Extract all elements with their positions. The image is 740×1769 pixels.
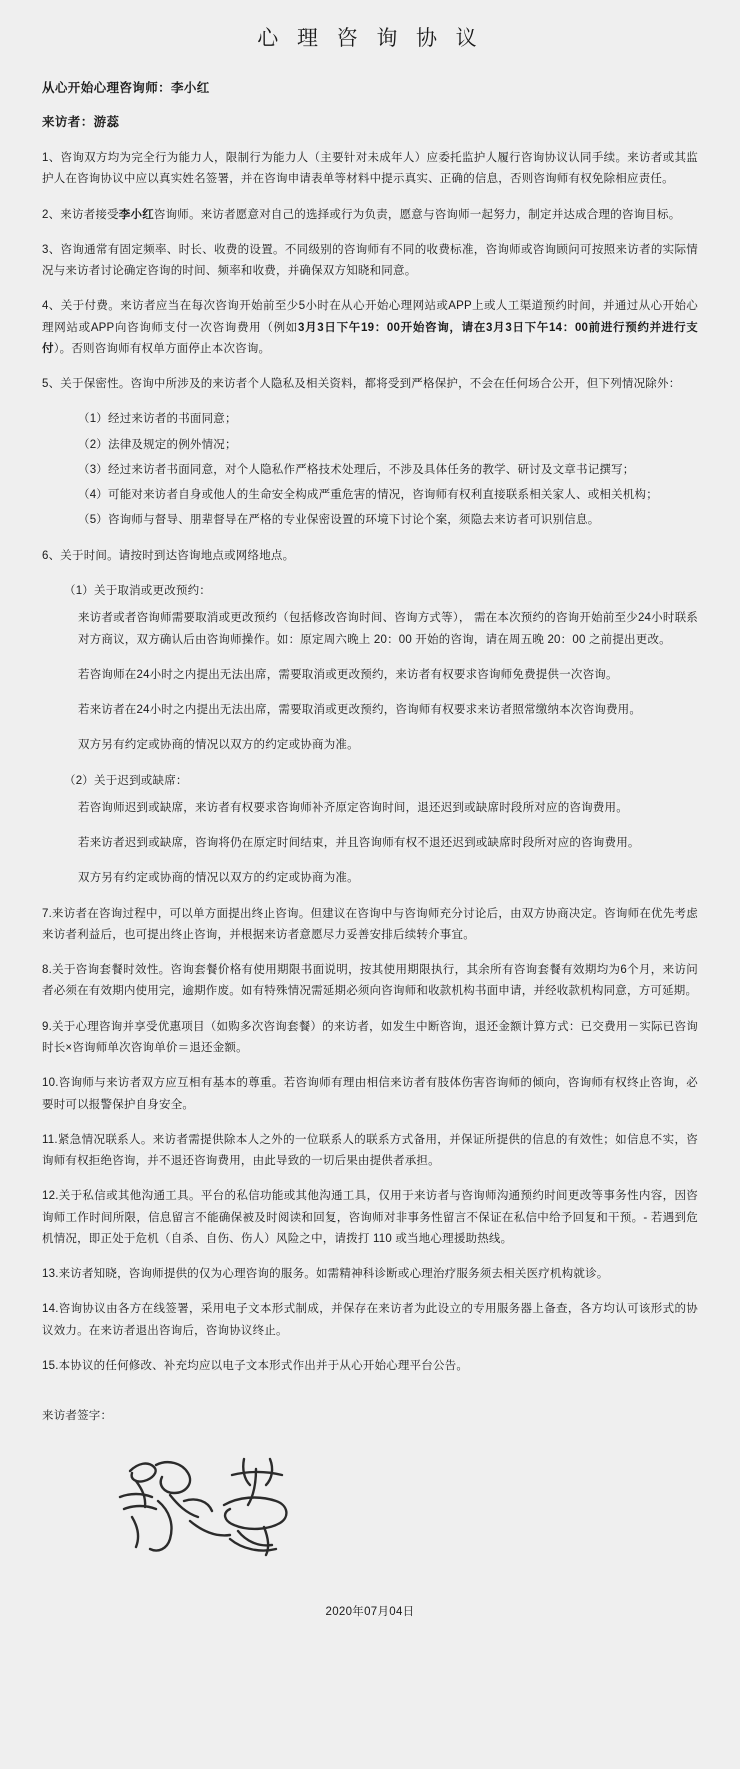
time-item-1-title: （1）关于取消或更改预约： (64, 584, 211, 597)
page-title: 心 理 咨 询 协 议 (257, 26, 483, 50)
counselor-line: 从心开始心理咨询师：李小红 (42, 81, 210, 95)
signature-date: 2020年07月04日 (325, 1606, 415, 1619)
clause-15: 15.本协议的任何修改、补充均应以电子文本形式作出并于从心开始心理平台公告。 (42, 1359, 469, 1372)
handwritten-signature-icon (112, 1435, 352, 1565)
clause-4-example: 3月3日下午19：00开始咨询，请在3月3日下午14：00前进行预约并进行支付 (42, 321, 698, 355)
clause-4-prefix: 4、关于付费。来访者应当在每次咨询开始前至少5小时在从心开始心理网站或APP上或人工渠道预约时间，并通过从心开始心理网站或APP向咨询师支付一次咨询费用（例如 (42, 300, 698, 334)
time-item-2-para-1: 若咨询师迟到或缺席，来访者有权要求咨询师补齐原定咨询时间，退还迟到或缺席时段所对应的咨询费用。 (78, 801, 628, 814)
clause-6: 6、关于时间。请按时到达咨询地点或网络地点。 (42, 549, 295, 562)
signature-label: 来访者签字： (42, 1410, 113, 1423)
privacy-item-2: （2）法律及规定的例外情况； (78, 438, 237, 451)
privacy-item-4: （4）可能对来访者自身或他人的生命安全构成严重危害的情况，咨询师有权利直接联系相关家人、或相关机构； (78, 489, 658, 502)
clause-5: 5、关于保密性。咨询中所涉及的来访者个人隐私及相关资料，都将受到严格保护，不会在任何场合公开，但下列情况除外： (42, 378, 681, 391)
clause-2-counselor-name: 李小红 (118, 208, 154, 221)
clause-7: 7.来访者在咨询过程中，可以单方面提出终止咨询。但建议在咨询中与咨询师充分讨论后，由双方协商决定。咨询师在优先考虑来访者利益后，也可提出终止咨询，并根据来访者意愿尽力妥善安排后续转介事宜。 (42, 907, 698, 941)
time-item-1-para-1: 来访者或者咨询师需要取消或更改预约（包括修改咨询时间、咨询方式等）， 需在本次预约的咨询开始前至少24小时联系对方商议，双方确认后由咨询师操作。如：原定周六晚上 20：00 开始的咨询，请在周五晚 20：00 之前提出更改。 (78, 612, 698, 646)
clause-13: 13.来访者知晓，咨询师提供的仅为心理咨询的服务。如需精神科诊断或心理治疗服务须去相关医疗机构就诊。 (42, 1268, 609, 1281)
clause-8: 8.关于咨询套餐时效性。咨询套餐价格有使用期限书面说明，按其使用期限执行，其余所有咨询套餐有效期均为6个月，来访问者必须在有效期内使用完，逾期作废。如有特殊情况需延期必须向咨询师和收款机构书面申请，并经收款机构同意，方可延期。 (42, 964, 698, 998)
clause-14: 14.咨询协议由各方在线签署，采用电子文本形式制成，并保存在来访者为此设立的专用服务器上备查，各方均认可该形式的协议效力。在来访者退出咨询后，咨询协议终止。 (42, 1303, 698, 1337)
privacy-item-1: （1）经过来访者的书面同意； (78, 413, 237, 426)
time-item-2-para-2: 若来访者迟到或缺席，咨询将仍在原定时间结束，并且咨询师有权不退还迟到或缺席时段所对应的咨询费用。 (78, 837, 640, 850)
privacy-item-5: （5）咨询师与督导、朋辈督导在严格的专业保密设置的环境下讨论个案，须隐去来访者可识别信息。 (78, 514, 600, 527)
time-item-2-para-3: 双方另有约定或协商的情况以双方的约定或协商为准。 (78, 872, 359, 885)
clause-2-suffix: 咨询师。来访者愿意对自己的选择或行为负责，愿意与咨询师一起努力，制定并达成合理的咨询目标。 (153, 208, 681, 221)
time-item-1-para-2: 若咨询师在24小时之内提出无法出席，需要取消或更改预约，来访者有权要求咨询师免费提供一次咨询。 (78, 668, 618, 681)
time-item-1-para-4: 双方另有约定或协商的情况以双方的约定或协商为准。 (78, 739, 359, 752)
clause-10: 10.咨询师与来访者双方应互相有基本的尊重。若咨询师有理由相信来访者有肢体伤害咨询师的倾向，咨询师有权终止咨询，必要时可以报警保护自身安全。 (42, 1077, 698, 1111)
clause-12: 12.关于私信或其他沟通工具。平台的私信功能或其他沟通工具，仅用于来访者与咨询师沟通预约时间更改等事务性内容，因咨询师工作时间所限，信息留言不能确保被及时阅读和回复，咨询师对非事务性留言不保证在私信中给予回复和干预。- 若遇到危机情况，即正处于危机（自杀、自伤、伤人）风险之中，请拨打 110 或当地心理援助热线。 (42, 1190, 698, 1245)
clause-2-prefix: 2、来访者接受 (42, 208, 119, 221)
client-line: 来访者：游蕊 (42, 115, 120, 129)
clause-4 (42, 296, 698, 360)
clause-3: 3、咨询通常有固定频率、时长、收费的设置。不同级别的咨询师有不同的收费标准，咨询师或咨询顾问可按照来访者的实际情况与来访者讨论确定咨询的时间、频率和收费，并确保双方知晓和同意。 (42, 243, 698, 278)
privacy-item-3: （3）经过来访者书面同意，对个人隐私作严格技术处理后，不涉及具体任务的教学、研讨及文章书记撰写； (78, 463, 635, 476)
clause-4-suffix: ）。否则咨询师有权单方面停止本次咨询。 (53, 342, 271, 355)
time-item-1-para-3: 若来访者在24小时之内提出无法出席，需要取消或更改预约，咨询师有权要求来访者照常缴纳本次咨询费用。 (78, 704, 642, 717)
clause-1: 1、咨询双方均为完全行为能力人，限制行为能力人（主要针对未成年人）应委托监护人履行咨询协议认同手续。来访者或其监护人在咨询协议中应以真实姓名签署，并在咨询申请表单等材料中提示真实、正确的信息，否则咨询师有权免除相应责任。 (42, 152, 698, 186)
time-item-2-title: （2）关于迟到或缺席： (64, 774, 188, 787)
signature-area (112, 1423, 698, 1573)
clause-11: 11.紧急情况联系人。来访者需提供除本人之外的一位联系人的联系方式备用，并保证所提供的信息的有效性；如信息不实，咨询师有权拒绝咨询，并不退还咨询费用，由此导致的一切后果由提供者承担。 (42, 1133, 698, 1168)
clause-2 (42, 205, 698, 226)
clause-9: 9.关于心理咨询并享受优惠项目（如购多次咨询套餐）的来访者，如发生中断咨询，退还金额计算方式：已交费用－实际已咨询时长×咨询师单次咨询单价＝退还金额。 (42, 1020, 698, 1054)
